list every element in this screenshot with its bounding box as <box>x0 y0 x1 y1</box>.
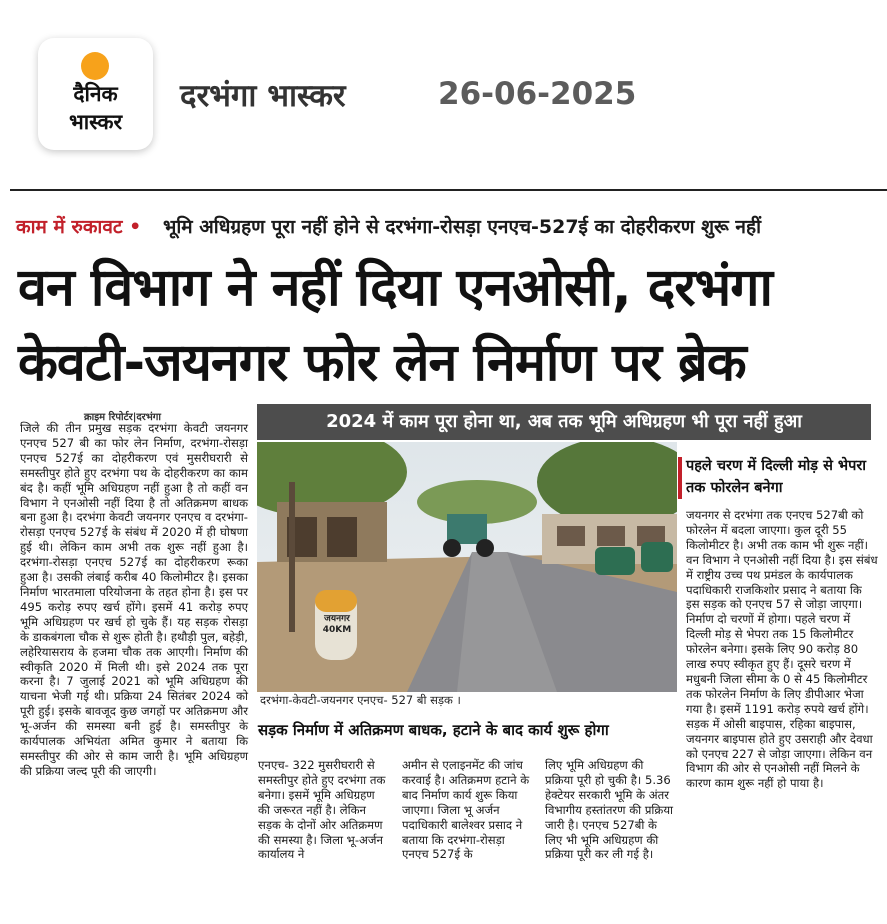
bottom-column-3: लिए भूमि अधिग्रहण की प्रक्रिया पूरी हो चुकी है। 5.36 हेक्टेयर सरकारी भूमि के अंतर विभागीय हस्तांतरण की प्रक्रिया जारी है। एनएच 527बी के लिए भी भूमि अधिग्रहण की प्रक्रिया पूरी कर ली गई है। <box>545 758 674 862</box>
headline-line-2: केवटी-जयनगर फोर लेन निर्माण पर ब्रेक <box>18 333 746 393</box>
logo-text-line2: भास्कर <box>68 110 123 134</box>
road-photo <box>257 442 677 692</box>
sun-logo-icon <box>81 52 109 80</box>
bottom-column-2: अमीन से एलाइनमेंट की जांच करवाई है। अतिक्रमण हटाने के बाद निर्माण कार्य शुरू किया जाएगा। जिला भू अर्जन पदाधिकारी बालेश्वर प्रसाद ने बताया कि दरभंगा-रोसड़ा एनएच 527ई के <box>402 758 530 862</box>
body-column-right: जयनगर से दरभंगा तक एनएच 527बी को फोरलेन में बदला जाएगा। कुल दूरी 55 किलोमीटर है। अभी तक काम भी शुरू नहीं। वन विभाग ने एनओसी नहीं दिया है। इस संबंध में राष्ट्रीय उच्च पथ प्रमंडल के कार्यपालक पदाधिकारी राजकिशोर प्रसाद ने बताया कि इस सड़क को एनएच 57 से जोड़ा जाएगा। निर्माण दो चरणों में होगा। पहले चरण में दिल्ली मोड़ से भेपरा तक 15 किलोमीटर फोरलेन बनेगा। इसके लिए 90 करोड़ 80 लाख रुपए स्वीकृत हुए हैं। दूसरे चरण में मधुबनी जिला सीमा के 0 से 45 किलोमीटर तक फोरलेन निर्माण के लिए डीपीआर भेजा गया है। इसमें 1191 करोड़ रुपये खर्च होंगे। सड़क में ओसी बाइपास, रहिका बाइपास, जयनगर बाइपास होते हुए उसराही और देवधा को एनएच 227 से जोड़ा जाएगा। लेकिन वन विभाग की ओर से एनओसी नहीं मिलने के कारण काम शुरू नहीं हो पाया है। <box>686 508 878 791</box>
subheading-2: सड़क निर्माण में अतिक्रमण बाधक, हटाने के बाद कार्य शुरू होगा <box>258 721 609 739</box>
kicker-label: काम में रुकावट • <box>16 216 142 238</box>
subheading-bar: 2024 में काम पूरा होना था, अब तक भूमि अधिग्रहण भी पूरा नहीं हुआ <box>257 404 871 440</box>
dainik-bhaskar-logo[interactable] <box>38 38 153 150</box>
header-divider <box>10 189 887 191</box>
strapline: भूमि अधिग्रहण पूरा नहीं होने से दरभंगा-रोसड़ा एनएच-527ई का दोहरीकरण शुरू नहीं <box>163 216 761 238</box>
road-photo-illustration <box>257 442 677 692</box>
edition-date: 26-06-2025 <box>438 76 637 112</box>
logo-text-line1: दैनिक <box>73 82 118 106</box>
side-heading: पहले चरण में दिल्ली मोड़ से भेपरा तक फोरलेन बनेगा <box>686 455 876 499</box>
milestone-sign: जयनगर 40KM <box>322 614 352 635</box>
edition-title: दरभंगा भास्कर <box>180 78 346 114</box>
headline-line-1: वन विभाग ने नहीं दिया एनओसी, दरभंगा <box>18 258 772 318</box>
body-column-left: जिले की तीन प्रमुख सड़क दरभंगा केवटी जयनगर एनएच 527 बी का फोर लेन निर्माण, दरभंगा-रोसड़ा एनएच 527ई का दोहरीकरण एवं मुसरीघरारी से समस्तीपुर होते हुए दरभंगा पथ के दोहरीकरण का काम बंद है। कहीं भूमि अधिग्रहण नहीं हुआ है तो कहीं वन विभाग ने एनओसी नहीं दिया है तो अतिक्रमण बाधक बना हुआ है। दरभंगा केवटी जयनगर एनएच व दरभंगा-रोसड़ा एनएच 527ई के संबंध में 2020 में ही घोषणा हुई थी। लेकिन काम अभी तक शुरू नहीं हुआ है।दरभंगा-रोसड़ा एनएच 527ई का दोहरीकरण रूका हुआ है। उसकी लंबाई करीब 40 किलोमीटर है। इसका निर्माण भारतमाला परियोजना के तहत होना है। इस पर 495 करोड़ रुपए खर्च होंगे। इसमें 41 करोड़ रुपए भूमि अधिग्रहण पर खर्च हो चुके हैं। यह सड़क रोसड़ा के डाकबंगला चौक से शुरू होती है। हथौड़ी पुल, बहेड़ी, लहेरियासराय के हजमा चौक तक आएगी। निर्माण की स्वीकृति 2020 में मिली थी। इसे 2024 तक पूरा करना है। 7 जुलाई 2021 को भूमि अधिग्रहण की याचना भेजी गई थी। प्रक्रिया 24 सितंबर 2024 को पूरी हुई। इसके बावजूद कुछ जगहों पर अतिक्रमण और भू-अर्जन की समस्या बनी हुई है। समस्तीपुर के कार्यपालक अभियंता अमित कुमार ने बताया कि समस्तीपुर की ओर से काम जारी है। भूमि अधिग्रहण की प्रक्रिया जल्द पूरी की जाएगी। <box>20 421 248 778</box>
photo-caption: दरभंगा-केवटी-जयनगर एनएच- 527 बी सड़क । <box>260 693 461 707</box>
byline: क्राइम रिपोर्टर|दरभंगा <box>84 412 162 423</box>
bottom-column-1: एनएच- 322 मुसरीघरारी से समस्तीपुर होते हुए दरभंगा तक बनेगा। इसमें भूमि अधिग्रहण की जरूरत नहीं है। लेकिन सड़क के दोनों ओर अतिक्रमण की समस्या है। जिला भू-अर्जन कार्यालय ने <box>258 758 386 862</box>
